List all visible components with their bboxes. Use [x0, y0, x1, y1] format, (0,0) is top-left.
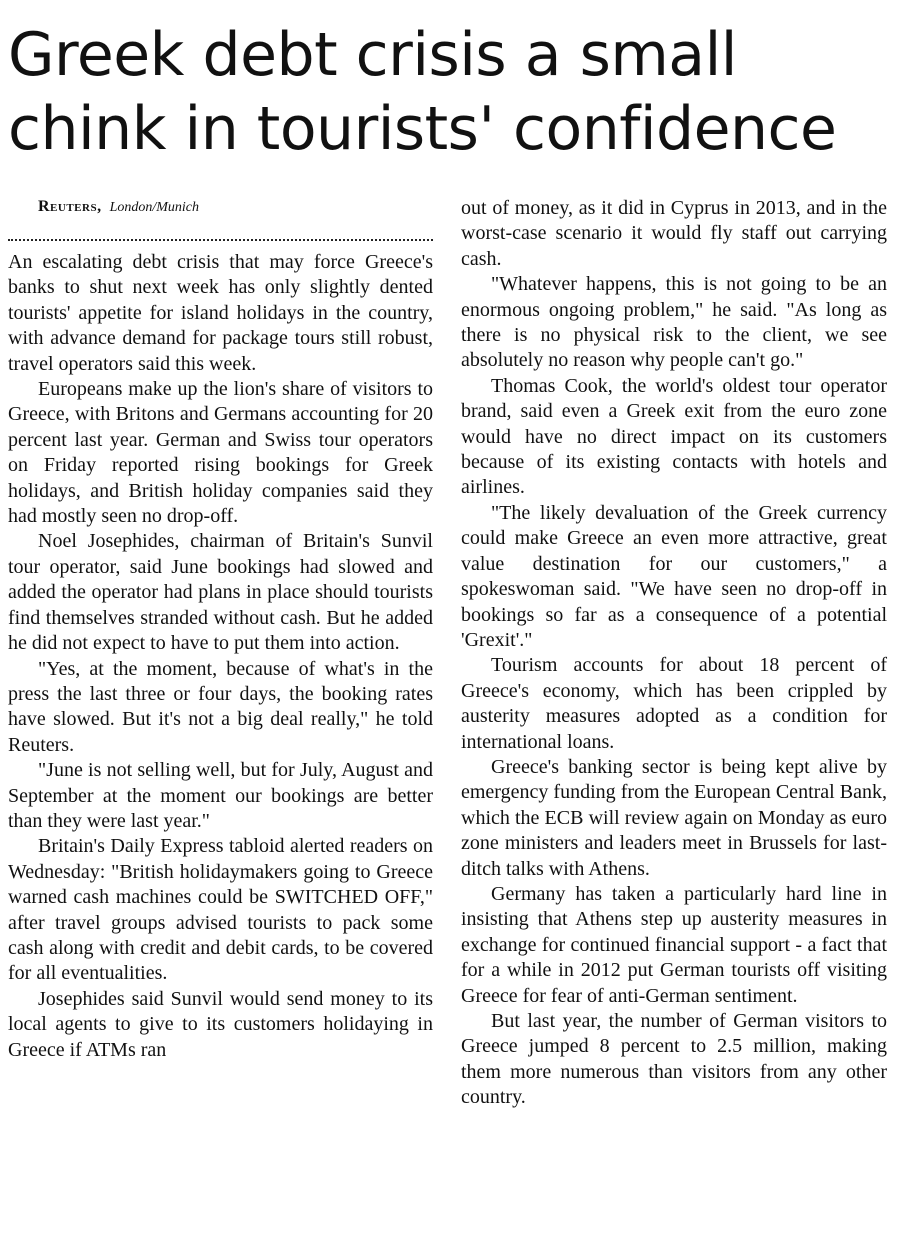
- dotted-divider: [8, 239, 433, 241]
- headline-line-1: Greek debt crisis a small: [8, 20, 737, 90]
- paragraph: Noel Josephides, chairman of Britain's Sunvil tour operator, said June bookings had slowed and added the operator had plans in place should tourists find themselves stranded without cash. But he added he did not expect to have to put them into action.: [8, 530, 433, 655]
- paragraph: Josephides said Sunvil would send money to its local agents to give to its customers holidaying in Greece if ATMs ran: [8, 987, 433, 1061]
- right-column: [461, 196, 887, 1111]
- paragraph: Greece's banking sector is being kept alive by emergency funding from the European Central Bank, which the ECB will review again on Monday as euro zone ministers and leaders meet in Brussels for last-ditch talks with Athens.: [461, 755, 887, 880]
- paragraph: "The likely devaluation of the Greek currency could make Greece an even more attractive, great value destination for our customers," a spokeswoman said. "We have seen no drop-off in bookings so far as a consequence of a potential 'Grexit'.": [461, 501, 887, 651]
- paragraph: Britain's Daily Express tabloid alerted readers on Wednesday: "British holidaymakers going to Greece warned cash machines could be SWITCHED OFF," after travel groups advised tourists to pack some cash along with credit and debit cards, to be covered for all eventualities.: [8, 835, 433, 985]
- paragraph: Germany has taken a particularly hard line in insisting that Athens step up austerity measures in exchange for continued financial support - a fact that for a while in 2012 put German tourists off visiting Greece for fear of anti-German sentiment.: [461, 882, 887, 1007]
- byline: [8, 196, 433, 219]
- headline: [8, 18, 887, 166]
- paragraph: "Whatever happens, this is not going to be an enormous ongoing problem," he said. "As long as there is no physical risk to the client, we see absolutely no reason why people can't go.": [461, 273, 887, 372]
- paragraph: Tourism accounts for about 18 percent of Greece's economy, which has been crippled by austerity measures adopted as a condition for international loans.: [461, 654, 887, 753]
- byline-location: London/Munich: [109, 200, 200, 215]
- paragraph: Europeans make up the lion's share of visitors to Greece, with Britons and Germans accounting for 20 percent last year. German and Swiss tour operators on Friday reported rising bookings for Greek holidays, and British holiday companies said they had mostly seen no drop-off.: [8, 378, 433, 528]
- paragraph: But last year, the number of German visitors to Greece jumped 8 percent to 2.5 million, making them more numerous than visitors from any other country.: [461, 1010, 887, 1109]
- byline-agency: Reuters,: [38, 198, 102, 215]
- paragraph: "June is not selling well, but for July, August and September at the moment our bookings are better than they were last year.": [8, 759, 433, 832]
- article-body: [8, 196, 887, 1111]
- left-column: [8, 196, 433, 1111]
- paragraph: An escalating debt crisis that may force Greece's banks to shut next week has only slightly dented tourists' appetite for island holidays in the country, with advance demand for package tours still robust, travel operators said this week.: [8, 251, 433, 375]
- paragraph: Thomas Cook, the world's oldest tour operator brand, said even a Greek exit from the euro zone would have no direct impact on its customers because of its existing contacts with hotels and airlines.: [461, 374, 887, 499]
- headline-line-2: chink in tourists' confidence: [8, 94, 837, 164]
- paragraph: "Yes, at the moment, because of what's in the press the last three or four days, the booking rates have slowed. But it's not a big deal really," he told Reuters.: [8, 657, 433, 756]
- paragraph-continued: out of money, as it did in Cyprus in 2013, and in the worst-case scenario it would fly staff out carrying cash.: [461, 197, 887, 270]
